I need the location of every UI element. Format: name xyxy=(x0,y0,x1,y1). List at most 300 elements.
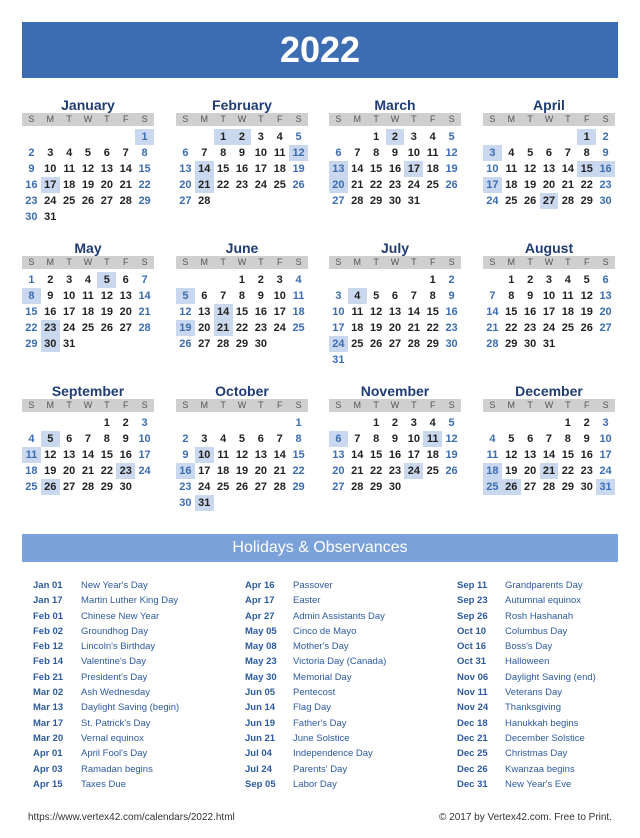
weekday-label: T xyxy=(373,114,379,124)
weekday-label: F xyxy=(276,257,283,267)
weekday-label: M xyxy=(46,257,55,267)
empty-cell xyxy=(176,272,195,288)
day-cell: 8 xyxy=(103,433,110,445)
holiday-date: Jun 21 xyxy=(245,732,276,744)
holiday-date: May 05 xyxy=(245,625,277,637)
day-cell: 21 xyxy=(119,179,132,191)
day-cell: 21 xyxy=(138,306,151,318)
day-cell: 22 xyxy=(25,322,38,334)
day-cell: 17 xyxy=(332,322,345,334)
day-cell: 30 xyxy=(388,195,402,207)
holiday-date: Apr 27 xyxy=(245,610,275,622)
empty-cell xyxy=(176,415,195,431)
holiday-date: Sep 05 xyxy=(245,778,276,790)
weekday-header xyxy=(483,113,615,126)
day-cell: 18 xyxy=(25,465,38,477)
weekday-header xyxy=(22,113,154,126)
empty-cell xyxy=(195,272,214,288)
day-cell: 28 xyxy=(273,481,286,493)
day-cell: 4 xyxy=(489,433,496,445)
day-cell: 11 xyxy=(292,290,305,302)
empty-cell xyxy=(386,272,405,288)
holiday-row xyxy=(457,578,640,593)
holiday-name: Parents' Day xyxy=(293,763,348,775)
day-cell: 14 xyxy=(195,161,214,177)
holiday-name: Flag Day xyxy=(293,702,332,714)
holiday-row xyxy=(457,700,640,715)
month-november xyxy=(329,383,461,495)
day-cell: 9 xyxy=(238,147,246,159)
day-cell: 27 xyxy=(332,481,345,493)
weekday-label: S xyxy=(489,400,496,410)
day-cell: 18 xyxy=(351,322,364,334)
day-grid xyxy=(22,129,154,225)
weekday-header xyxy=(176,113,308,126)
day-cell: 21 xyxy=(561,179,574,191)
day-cell: 8 xyxy=(564,433,571,445)
day-cell: 28 xyxy=(81,481,95,493)
day-cell: 16 xyxy=(388,163,402,175)
holiday-name: Easter xyxy=(293,595,321,607)
day-cell: 21 xyxy=(486,322,499,334)
day-cell: 24 xyxy=(198,481,211,493)
month-name: February xyxy=(212,97,272,113)
day-grid xyxy=(176,129,308,209)
holiday-row xyxy=(245,578,435,593)
weekday-label: W xyxy=(83,114,93,124)
holiday-name: April Fool's Day xyxy=(81,748,148,760)
day-cell: 29 xyxy=(292,481,305,493)
day-cell: 8 xyxy=(22,288,41,304)
month-name: July xyxy=(380,240,409,256)
holiday-date: May 08 xyxy=(245,641,277,653)
day-cell: 28 xyxy=(407,338,420,350)
empty-cell xyxy=(41,129,60,145)
holiday-date: Apr 16 xyxy=(245,580,275,591)
day-cell: 21 xyxy=(81,465,95,477)
day-cell: 4 xyxy=(66,147,73,159)
day-cell: 17 xyxy=(599,449,612,461)
day-cell: 5 xyxy=(508,433,515,445)
empty-cell xyxy=(233,415,252,431)
day-cell: 29 xyxy=(370,481,383,493)
day-cell: 11 xyxy=(217,449,229,461)
day-cell: 15 xyxy=(292,449,305,461)
holidays-header: Holidays & Observances xyxy=(22,534,618,562)
empty-cell xyxy=(329,272,348,288)
weekday-label: S xyxy=(182,114,189,124)
day-cell: 6 xyxy=(257,433,264,445)
weekday-label: T xyxy=(220,400,226,410)
day-cell: 8 xyxy=(141,147,148,159)
day-cell: 27 xyxy=(254,481,267,493)
day-cell: 13 xyxy=(100,163,113,175)
day-cell: 1 xyxy=(373,131,380,143)
day-cell: 3 xyxy=(483,145,502,161)
day-cell: 10 xyxy=(486,163,499,175)
holiday-date: Mar 20 xyxy=(33,732,64,744)
weekday-label: S xyxy=(489,257,496,267)
holiday-row xyxy=(457,762,640,777)
weekday-label: W xyxy=(237,400,247,410)
day-cell: 12 xyxy=(524,163,537,175)
day-cell: 8 xyxy=(220,147,227,159)
empty-cell xyxy=(60,415,79,431)
day-cell: 14 xyxy=(561,163,574,175)
empty-cell xyxy=(41,415,60,431)
day-cell: 4 xyxy=(429,417,436,429)
day-cell: 23 xyxy=(179,481,192,493)
day-cell: 30 xyxy=(179,497,192,509)
day-cell: 19 xyxy=(445,163,458,175)
day-cell: 25 xyxy=(292,322,305,334)
day-cell: 30 xyxy=(524,338,537,350)
day-cell: 16 xyxy=(596,161,615,177)
holiday-column xyxy=(245,578,435,792)
day-cell: 2 xyxy=(47,274,54,286)
empty-cell xyxy=(483,129,502,145)
day-cell: 5 xyxy=(238,433,246,445)
holiday-row xyxy=(33,670,223,685)
weekday-label: S xyxy=(335,400,342,410)
day-cell: 22 xyxy=(217,179,230,191)
day-cell: 5 xyxy=(448,131,455,143)
empty-cell xyxy=(79,129,98,145)
holiday-name: Kwanzaa begins xyxy=(505,763,575,775)
day-cell: 20 xyxy=(198,322,211,334)
empty-cell xyxy=(214,415,233,431)
day-cell: 8 xyxy=(238,290,246,302)
day-cell: 30 xyxy=(254,338,267,350)
empty-cell xyxy=(348,415,367,431)
day-cell: 24 xyxy=(273,322,286,334)
holiday-name: Boss's Day xyxy=(505,641,553,653)
holiday-row xyxy=(457,654,640,669)
holiday-name: Ramadan begins xyxy=(81,763,153,775)
day-cell: 2 xyxy=(602,131,609,143)
holiday-date: Feb 21 xyxy=(33,671,64,683)
day-cell: 31 xyxy=(195,495,214,511)
day-cell: 9 xyxy=(182,449,189,461)
day-cell: 9 xyxy=(391,433,399,445)
weekday-label: S xyxy=(182,257,189,267)
day-cell: 9 xyxy=(122,433,129,445)
holiday-date: Sep 23 xyxy=(457,595,488,607)
weekday-label: S xyxy=(141,257,148,267)
day-cell: 25 xyxy=(351,338,364,350)
month-february xyxy=(176,97,308,209)
weekday-label: T xyxy=(66,257,72,267)
day-cell: 30 xyxy=(41,336,60,352)
month-name: December xyxy=(515,383,583,399)
holiday-row xyxy=(245,639,435,654)
weekday-label: T xyxy=(258,400,264,410)
day-cell: 13 xyxy=(254,449,267,461)
day-cell: 24 xyxy=(486,195,499,207)
day-cell: 4 xyxy=(276,131,283,143)
day-cell: 10 xyxy=(407,147,420,159)
day-cell: 14 xyxy=(542,449,556,461)
day-cell: 8 xyxy=(583,147,590,159)
holiday-row xyxy=(33,609,223,624)
weekday-label: M xyxy=(353,400,362,410)
day-cell: 13 xyxy=(388,306,402,318)
day-cell: 14 xyxy=(407,306,420,318)
day-cell: 17 xyxy=(273,306,286,318)
day-cell: 11 xyxy=(486,449,499,461)
day-cell: 1 xyxy=(564,417,571,429)
holiday-column xyxy=(33,578,223,792)
weekday-header xyxy=(176,256,308,269)
holiday-name: Valentine's Day xyxy=(81,656,147,668)
day-cell: 6 xyxy=(602,274,609,286)
footer-url[interactable]: https://www.vertex42.com/calendars/2022.html xyxy=(28,812,235,823)
holiday-name: Vernal equinox xyxy=(81,732,144,744)
day-cell: 31 xyxy=(542,338,556,350)
day-cell: 6 xyxy=(329,431,348,447)
holiday-row xyxy=(457,716,640,731)
weekday-label: M xyxy=(200,257,209,267)
day-cell: 1 xyxy=(295,417,302,429)
day-cell: 27 xyxy=(179,195,192,207)
day-cell: 22 xyxy=(292,465,305,477)
holiday-name: Daylight Saving (begin) xyxy=(81,702,180,714)
day-cell: 11 xyxy=(562,290,574,302)
empty-cell xyxy=(404,272,423,288)
day-cell: 16 xyxy=(254,306,267,318)
day-cell: 28 xyxy=(561,195,574,207)
day-cell: 12 xyxy=(580,290,593,302)
day-cell: 7 xyxy=(545,433,553,445)
holiday-row xyxy=(33,624,223,639)
holiday-date: Dec 31 xyxy=(457,778,488,790)
holiday-date: Apr 17 xyxy=(245,595,275,607)
day-cell: 17 xyxy=(483,177,502,193)
day-cell: 12 xyxy=(505,449,518,461)
day-cell: 29 xyxy=(580,195,593,207)
holiday-name: New Year's Eve xyxy=(505,778,572,790)
holiday-date: Mar 13 xyxy=(33,702,64,714)
day-cell: 23 xyxy=(580,465,593,477)
day-cell: 24 xyxy=(44,195,57,207)
day-cell: 19 xyxy=(176,320,195,336)
weekday-label: T xyxy=(66,400,72,410)
day-cell: 6 xyxy=(527,433,534,445)
day-cell: 20 xyxy=(329,177,348,193)
weekday-label: W xyxy=(390,400,400,410)
holiday-name: Martin Luther King Day xyxy=(81,595,179,607)
day-cell: 23 xyxy=(599,179,612,191)
day-cell: 13 xyxy=(524,449,537,461)
holiday-name: Ash Wednesday xyxy=(81,687,151,699)
day-cell: 21 xyxy=(351,179,364,191)
empty-cell xyxy=(483,272,502,288)
weekday-label: S xyxy=(141,114,148,124)
empty-cell xyxy=(502,129,521,145)
weekday-label: W xyxy=(390,114,400,124)
holiday-name: Lincoln's Birthday xyxy=(81,641,156,653)
day-cell: 12 xyxy=(81,163,95,175)
day-cell: 20 xyxy=(254,465,267,477)
day-cell: 26 xyxy=(81,195,95,207)
holiday-date: Apr 01 xyxy=(33,748,63,760)
day-cell: 24 xyxy=(138,465,151,477)
day-cell: 25 xyxy=(63,195,76,207)
day-cell: 22 xyxy=(580,179,593,191)
weekday-label: W xyxy=(83,257,93,267)
month-name: January xyxy=(61,97,115,113)
day-cell: 3 xyxy=(410,417,417,429)
day-cell: 26 xyxy=(580,322,593,334)
holiday-name: Daylight Saving (end) xyxy=(505,671,596,683)
day-cell: 22 xyxy=(100,465,113,477)
day-cell: 21 xyxy=(540,463,559,479)
day-cell: 5 xyxy=(41,431,60,447)
day-cell: 18 xyxy=(561,306,574,318)
day-cell: 12 xyxy=(370,306,383,318)
day-cell: 25 xyxy=(483,479,502,495)
day-cell: 3 xyxy=(335,290,342,302)
day-cell: 11 xyxy=(351,306,364,318)
day-cell: 23 xyxy=(235,179,249,191)
day-cell: 28 xyxy=(351,195,364,207)
holiday-date: Feb 02 xyxy=(33,625,64,637)
empty-cell xyxy=(195,415,214,431)
weekday-label: W xyxy=(544,400,554,410)
day-cell: 16 xyxy=(388,449,402,461)
holiday-date: Nov 24 xyxy=(457,702,489,714)
day-cell: 25 xyxy=(81,322,95,334)
day-grid xyxy=(22,415,154,495)
day-grid xyxy=(483,272,615,352)
holiday-name: Father's Day xyxy=(293,717,347,729)
day-cell: 2 xyxy=(257,274,264,286)
holiday-name: Columbus Day xyxy=(505,625,568,637)
day-cell: 3 xyxy=(545,274,553,286)
empty-cell xyxy=(329,129,348,145)
day-cell: 31 xyxy=(44,211,57,223)
weekday-label: F xyxy=(122,114,129,124)
day-cell: 19 xyxy=(292,163,305,175)
weekday-label: S xyxy=(489,114,496,124)
weekday-header xyxy=(329,113,461,126)
day-cell: 7 xyxy=(276,433,283,445)
day-cell: 8 xyxy=(508,290,515,302)
day-cell: 13 xyxy=(542,163,556,175)
day-cell: 29 xyxy=(235,338,249,350)
day-cell: 13 xyxy=(119,290,132,302)
month-march xyxy=(329,97,461,209)
day-cell: 7 xyxy=(122,147,129,159)
day-cell: 27 xyxy=(599,322,612,334)
empty-cell xyxy=(176,129,195,145)
day-cell: 12 xyxy=(289,145,308,161)
day-cell: 11 xyxy=(22,447,41,463)
weekday-label: S xyxy=(28,257,35,267)
day-cell: 18 xyxy=(63,179,76,191)
day-cell: 3 xyxy=(276,274,283,286)
holiday-date: Nov 06 xyxy=(457,671,489,683)
holiday-row xyxy=(33,731,223,746)
day-cell: 21 xyxy=(214,320,233,336)
day-cell: 10 xyxy=(407,433,420,445)
day-cell: 2 xyxy=(122,417,129,429)
holiday-date: Jun 14 xyxy=(245,702,276,714)
day-cell: 25 xyxy=(561,322,574,334)
weekday-label: T xyxy=(527,114,533,124)
day-cell: 18 xyxy=(273,163,286,175)
holiday-date: Dec 26 xyxy=(457,763,488,775)
holiday-name: Cinco de Mayo xyxy=(293,625,357,637)
day-cell: 12 xyxy=(235,449,249,461)
day-cell: 12 xyxy=(44,449,57,461)
day-cell: 4 xyxy=(295,274,302,286)
day-cell: 16 xyxy=(176,463,195,479)
day-cell: 19 xyxy=(505,465,518,477)
weekday-label: M xyxy=(46,400,55,410)
day-cell: 18 xyxy=(81,306,95,318)
day-cell: 29 xyxy=(25,338,38,350)
holiday-date: Apr 03 xyxy=(33,763,63,775)
holiday-date: Oct 31 xyxy=(457,656,487,668)
weekday-label: T xyxy=(411,257,417,267)
day-cell: 30 xyxy=(580,481,593,493)
day-cell: 18 xyxy=(505,179,518,191)
weekday-label: T xyxy=(220,257,226,267)
month-december xyxy=(483,383,615,495)
day-cell: 20 xyxy=(63,465,76,477)
day-cell: 23 xyxy=(254,322,267,334)
day-cell: 6 xyxy=(391,290,399,302)
empty-cell xyxy=(195,129,214,145)
weekday-header xyxy=(329,256,461,269)
day-cell: 19 xyxy=(235,465,249,477)
weekday-label: F xyxy=(583,114,590,124)
day-cell: 30 xyxy=(25,211,38,223)
weekday-label: S xyxy=(295,257,302,267)
day-cell: 10 xyxy=(195,447,214,463)
day-cell: 29 xyxy=(138,195,151,207)
day-cell: 8 xyxy=(373,433,380,445)
day-cell: 25 xyxy=(273,179,286,191)
holiday-date: Sep 26 xyxy=(457,610,488,622)
day-cell: 17 xyxy=(198,465,211,477)
day-grid xyxy=(329,272,461,368)
day-cell: 23 xyxy=(116,463,135,479)
day-cell: 3 xyxy=(257,131,264,143)
day-cell: 16 xyxy=(445,306,458,318)
day-cell: 20 xyxy=(179,179,192,191)
day-cell: 9 xyxy=(391,147,399,159)
day-cell: 25 xyxy=(505,195,518,207)
day-cell: 29 xyxy=(100,481,113,493)
day-grid xyxy=(329,415,461,495)
holiday-name: Autumnal equinox xyxy=(505,595,582,607)
day-cell: 20 xyxy=(388,322,402,334)
holiday-column xyxy=(457,578,640,792)
month-july xyxy=(329,240,461,368)
day-cell: 14 xyxy=(486,306,499,318)
weekday-label: T xyxy=(373,257,379,267)
day-cell: 27 xyxy=(198,338,211,350)
month-august xyxy=(483,240,615,352)
empty-cell xyxy=(521,415,540,431)
empty-cell xyxy=(558,129,577,145)
day-cell: 18 xyxy=(217,465,230,477)
weekday-label: T xyxy=(373,400,379,410)
holiday-name: Christmas Day xyxy=(505,748,568,760)
day-cell: 1 xyxy=(577,129,596,145)
